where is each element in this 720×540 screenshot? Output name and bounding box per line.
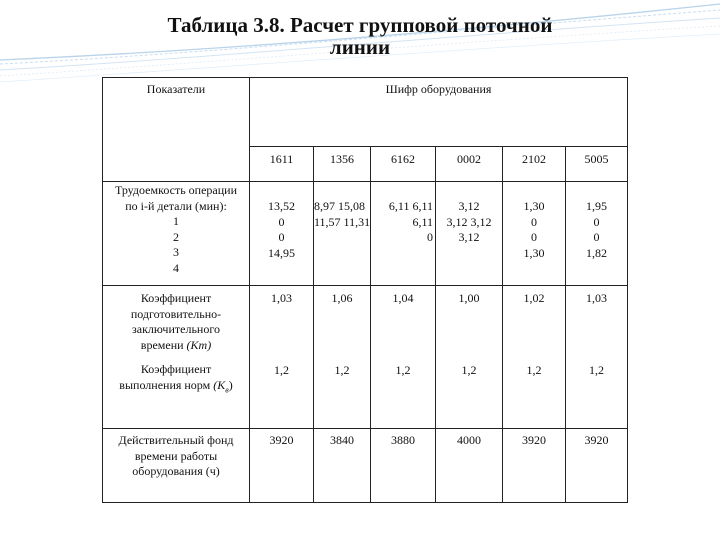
value-cell: 8,97 15,08 11,57 11,31 xyxy=(314,199,371,229)
header-equipment-code: Шифр оборудования xyxy=(385,82,492,96)
km-symbol: (Km) xyxy=(186,337,212,352)
value-cell: 1,2 xyxy=(526,363,542,377)
code-cell: 2102 xyxy=(522,152,546,166)
title-line-2: линии xyxy=(329,35,391,59)
value-cell: 1,2 xyxy=(395,363,411,377)
value-cell: 4000 xyxy=(457,433,481,447)
value-cell: 3840 xyxy=(330,433,354,447)
row-label-labor-intensity: Трудоемкость операции по i-й детали (мин): 1 2 3 4 xyxy=(114,183,238,275)
grid-line xyxy=(103,285,627,286)
value-cell: 3880 xyxy=(391,433,415,447)
value-cell: 1,2 xyxy=(589,363,604,377)
code-cell: 5005 xyxy=(584,152,609,166)
kv-subscript: в xyxy=(225,384,229,394)
value-cell: 1,02 xyxy=(523,291,545,305)
code-cell: 1611 xyxy=(269,152,294,166)
value-cell: 1,04 xyxy=(392,291,414,305)
code-cell: 6162 xyxy=(391,152,415,166)
row-label-kv-coefficient xyxy=(103,362,249,397)
grid-line xyxy=(103,181,627,182)
value-cell: 3920 xyxy=(269,433,294,447)
row-label-km-text: Коэффициент подготовительно- заключительного времени xyxy=(130,291,222,352)
value-cell: 1,06 xyxy=(331,291,353,305)
value-cell: 3,12 3,12 3,12 3,12 xyxy=(446,199,492,244)
value-cell: 1,95 0 0 1,82 xyxy=(586,199,607,260)
code-cell: 1356 xyxy=(330,152,354,166)
value-cell: 1,2 xyxy=(274,363,289,377)
value-cell: 13,52 0 0 14,95 xyxy=(268,199,295,260)
value-cell: 1,2 xyxy=(334,363,350,377)
grid-line xyxy=(103,428,627,429)
value-cell: 3920 xyxy=(522,433,546,447)
row-label-time-fund: Действительный фонд времени работы оборудования (ч) xyxy=(118,433,234,478)
value-cell: 1,00 xyxy=(458,291,480,305)
equipment-table xyxy=(102,77,628,503)
kv-close-paren: ) xyxy=(228,377,233,392)
kv-label-line2: выполнения норм xyxy=(119,377,214,392)
header-indicators: Показатели xyxy=(146,82,206,96)
value-cell: 1,30 0 0 1,30 xyxy=(523,199,545,260)
value-cell: 1,03 xyxy=(586,291,607,305)
kv-label-line1: Коэффициент xyxy=(140,362,212,376)
value-cell: 3920 xyxy=(584,433,609,447)
row-label-km-coefficient xyxy=(103,291,249,353)
kv-symbol: (К xyxy=(213,377,226,392)
code-cell: 0002 xyxy=(457,152,481,166)
value-cell: 1,03 xyxy=(271,291,292,305)
grid-line xyxy=(249,146,627,147)
value-cell: 1,2 xyxy=(461,363,477,377)
page-title xyxy=(0,14,720,58)
value-cell: 6,11 6,11 6,11 0 xyxy=(388,199,433,244)
title-line-1: Таблица 3.8. Расчет групповой поточной xyxy=(167,13,553,37)
